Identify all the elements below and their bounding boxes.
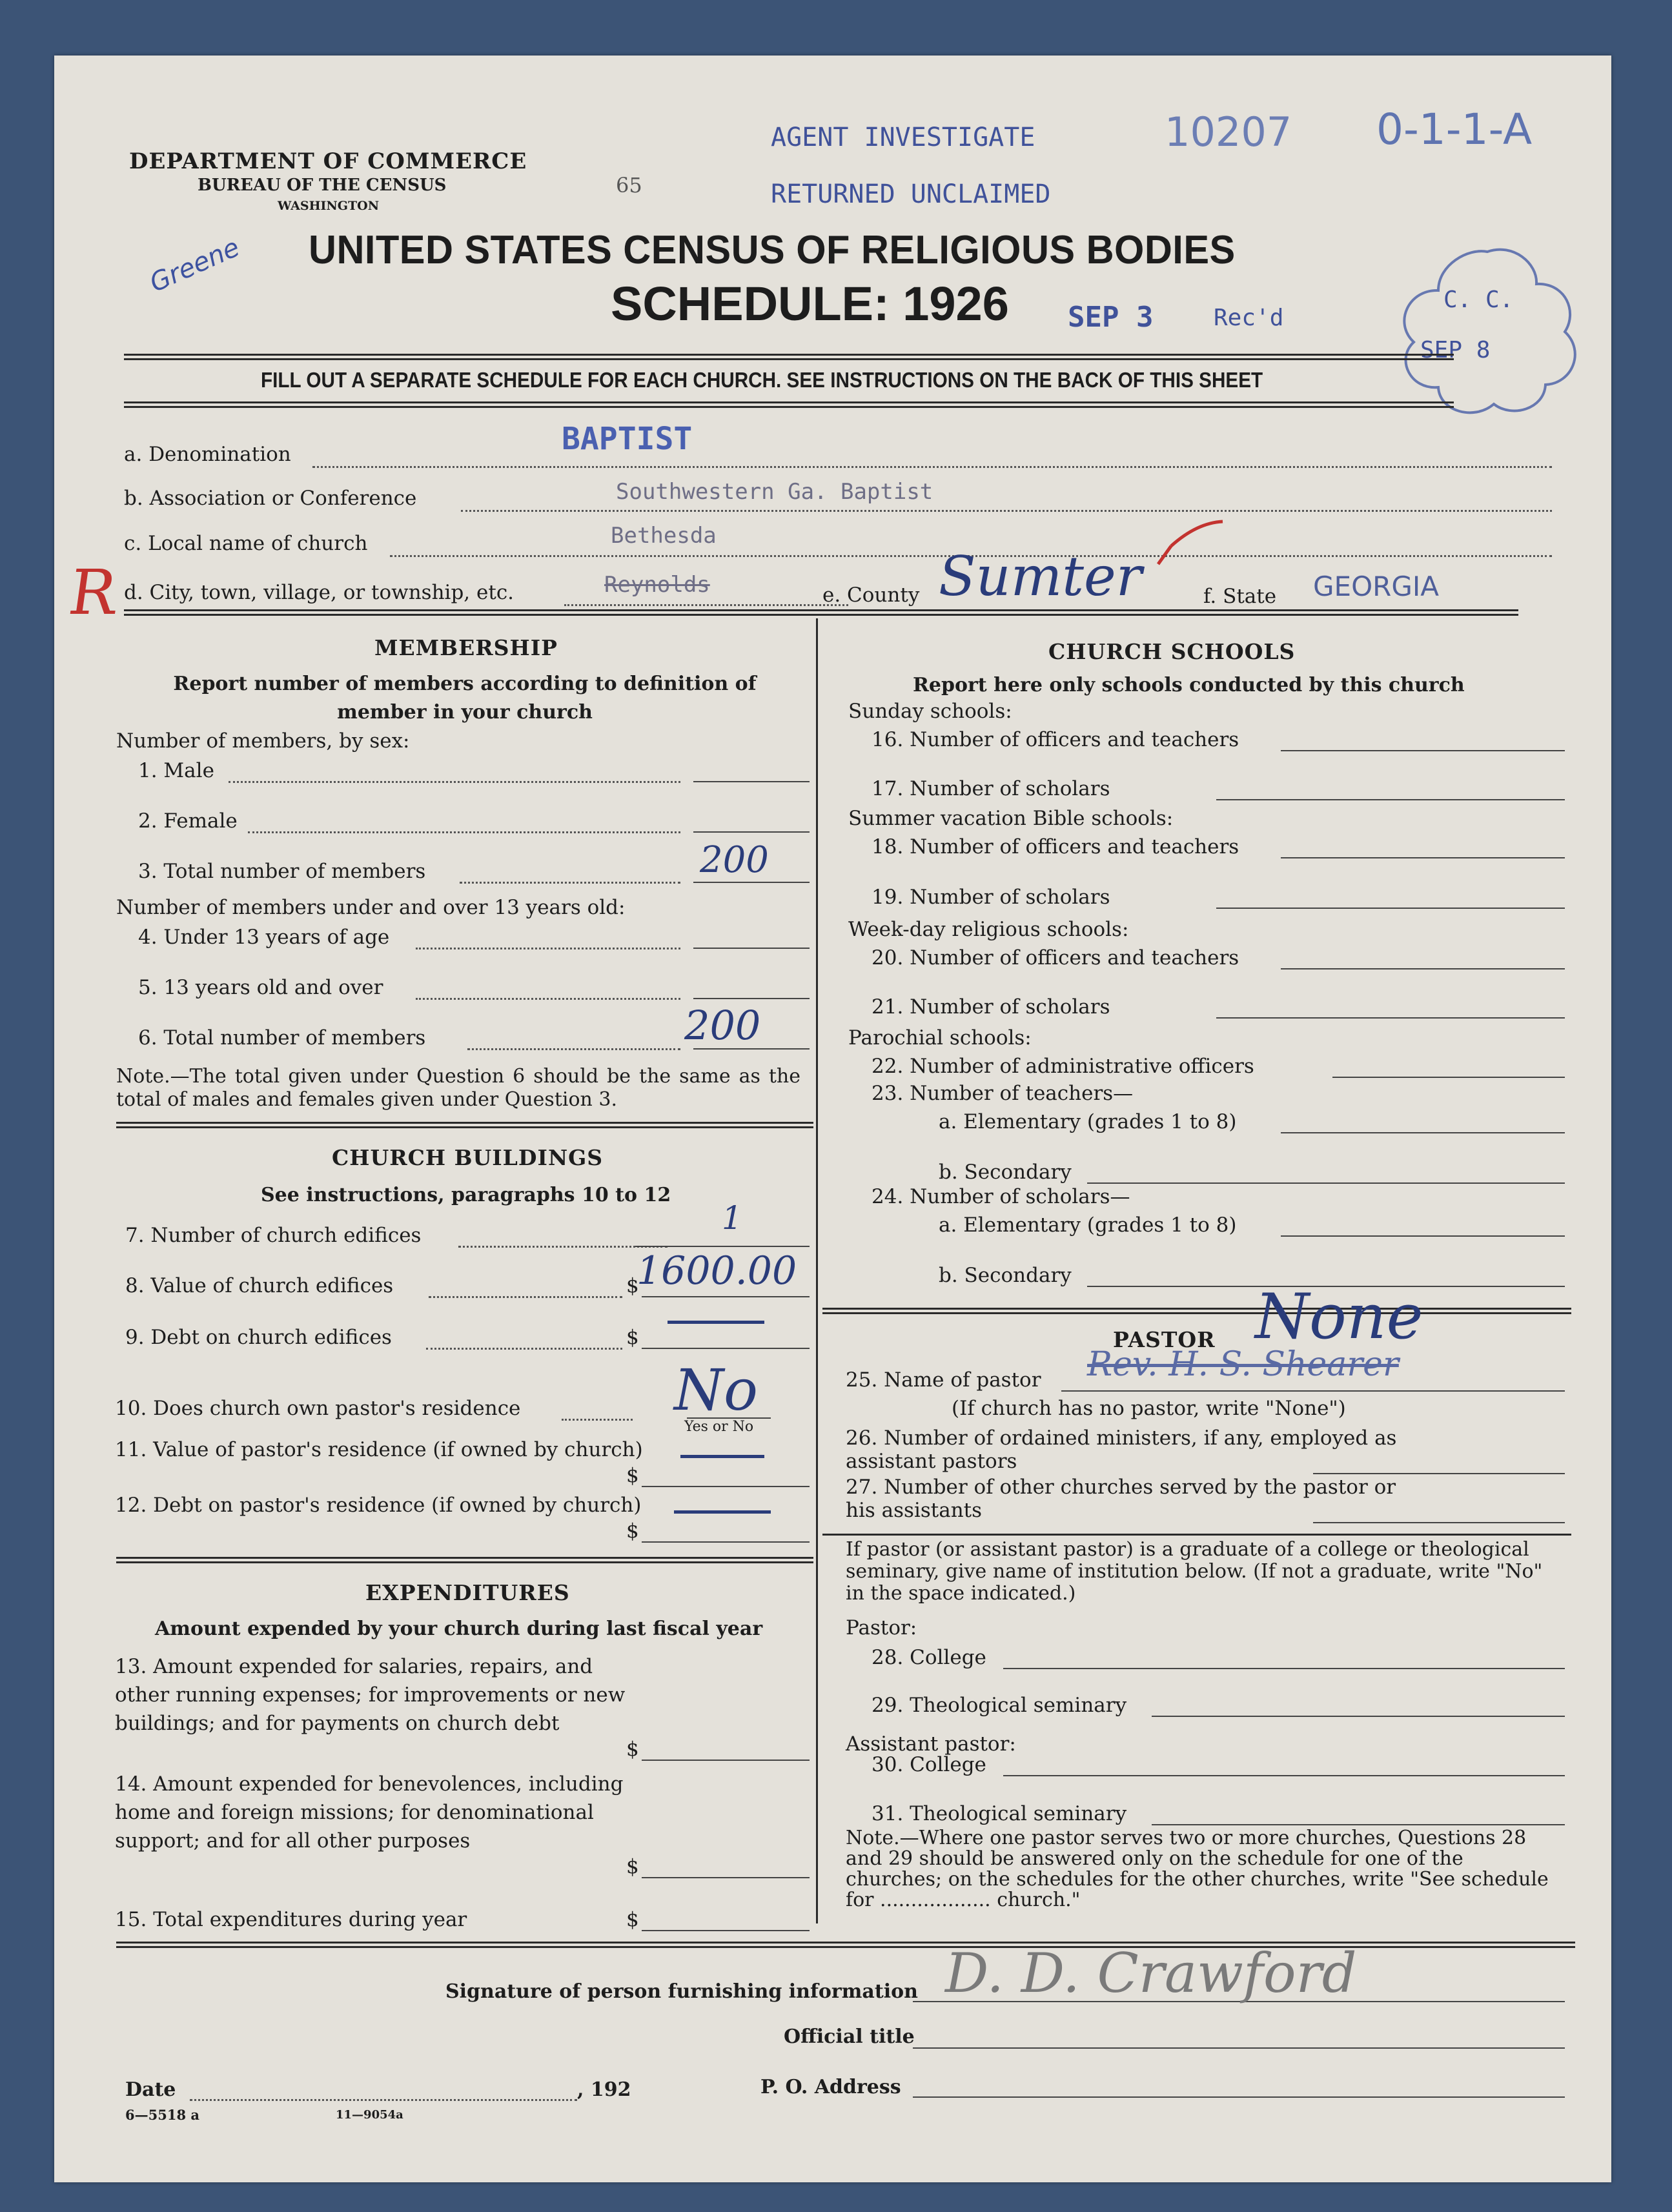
q14-dollar: $ [626,1855,639,1878]
assistant-ministers-field[interactable] [1313,1473,1565,1474]
q1-label: 1. Male [138,759,214,782]
county-value: Sumter [939,545,1142,608]
q10-label: 10. Does church own pastor's residence [115,1397,521,1420]
instruction-banner: FILL OUT A SEPARATE SCHEDULE FOR EACH CHURCH. SEE INSTRUCTIONS ON THE BACK OF THIS SHEET [261,368,1263,392]
q6-label: 6. Total number of members [138,1026,426,1050]
assistant-seminary-field[interactable] [1152,1824,1565,1825]
schedule-number: 10207 [1165,108,1292,156]
signature-value: D. D. Crawford [945,1942,1357,2005]
city-line [564,604,848,606]
sep3-stamp: SEP 3 [1068,301,1154,334]
q25-note: (If church has no pastor, write "None") [952,1397,1346,1420]
date-field[interactable] [190,2099,577,2101]
membership-subtitle: Report number of members according to definition of member in your church [173,673,757,724]
q3-label: 3. Total number of members [138,860,426,883]
yes-no-caption: Yes or No [684,1419,754,1435]
city-label: d. City, town, village, or township, etc. [124,581,515,604]
value-residence-field[interactable] [642,1486,810,1487]
parochial-label: Parochial schools: [848,1026,1032,1050]
q12-label: 12. Debt on pastor's residence (if owned by church) [115,1494,642,1517]
county-label: e. County [822,583,920,607]
q9-dash [668,1321,764,1324]
q11-label: 11. Value of pastor's residence (if owned by church) [115,1438,643,1461]
elementary-teachers-field[interactable] [1281,1132,1565,1133]
summer-label: Summer vacation Bible schools: [848,807,1174,830]
bureau-heading: BUREAU OF THE CENSUS [198,176,447,195]
q7-value: 1 [722,1199,742,1237]
divider [822,1534,1571,1536]
buildings-subtitle: See instructions, paragraphs 10 to 12 [261,1184,671,1206]
agent-stamp: AGENT INVESTIGATE [771,123,1035,152]
q2-label: 2. Female [138,809,238,833]
cc-stamp: C. C. [1443,287,1514,313]
q8-leader [429,1296,622,1298]
pastor-title: PASTOR [1113,1327,1216,1352]
under-over-label: Number of members under and over 13 years old: [116,896,626,919]
denomination-value: BAPTIST [562,421,693,457]
q4-leader [416,948,680,949]
q3-value: 200 [700,839,769,881]
association-label: b. Association or Conference [124,487,417,510]
schedule-title: SCHEDULE: 1926 [611,277,1009,330]
city-value: Reynolds [604,572,710,598]
q15-dollar: $ [626,1908,639,1931]
running-expenses-field[interactable] [642,1760,810,1761]
pastor-struck-name: Rev. H. S. Shearer [1087,1345,1399,1384]
greene-annotation: Greene [145,232,244,298]
q15-label: 15. Total expenditures during year [115,1908,467,1931]
official-title-field[interactable] [913,2047,1565,2049]
expenditures-title: EXPENDITURES [365,1580,570,1605]
divider [124,401,1454,408]
pastor-education-label: Pastor: [846,1616,917,1639]
q16-label: 16. Number of officers and teachers [872,728,1239,751]
total-expenditures-field[interactable] [642,1930,810,1931]
church-name-value: Bethesda [611,523,717,549]
q24a-label: a. Elementary (grades 1 to 8) [939,1213,1237,1237]
q12-dash [674,1510,771,1514]
value-edifices-field[interactable] [642,1296,810,1297]
pastor-name-field[interactable] [1061,1390,1565,1392]
q21-label: 21. Number of scholars [872,995,1110,1019]
state-label: f. State [1203,585,1277,608]
q31-label: 31. Theological seminary [872,1802,1127,1825]
church-name-label: c. Local name of church [124,532,368,555]
q23-label: 23. Number of teachers— [872,1082,1134,1105]
q17-label: 17. Number of scholars [872,777,1110,800]
divider [822,1308,1571,1314]
pastor-none-value: None [1255,1281,1423,1353]
divider [116,1122,813,1128]
q3-leader [460,882,680,884]
q20-label: 20. Number of officers and teachers [872,946,1239,969]
debt-residence-field[interactable] [642,1541,810,1543]
received-stamp-seal [1384,238,1591,425]
association-line [461,510,1552,512]
date-label: Date [125,2078,176,2101]
q18-label: 18. Number of officers and teachers [872,835,1239,858]
q22-label: 22. Number of administrative officers [872,1055,1254,1078]
benevolences-field[interactable] [642,1877,810,1878]
q30-label: 30. College [872,1753,986,1776]
form-number: 6—5518 a [125,2107,199,2123]
q24-label: 24. Number of scholars— [872,1185,1130,1208]
q7-label: 7. Number of church edifices [125,1224,422,1247]
q11-dash [680,1455,764,1458]
q29-label: 29. Theological seminary [872,1694,1127,1717]
official-title-label: Official title [784,2025,915,2048]
over13-field[interactable] [693,998,810,999]
edifices-field[interactable] [635,1246,810,1247]
debt-edifices-field[interactable] [642,1348,810,1349]
membership-title: MEMBERSHIP [374,635,558,660]
q10-value: No [674,1357,758,1423]
membership-note: Note.—The total given under Question 6 should be the same as the total of males and females given under Question 3. [116,1065,800,1111]
female-field[interactable] [693,831,810,833]
po-address-field[interactable] [913,2096,1565,2098]
column-divider [816,618,818,1923]
weekday-teachers-field[interactable] [1281,968,1565,969]
elementary-scholars-field[interactable] [1281,1235,1565,1237]
signature-label: Signature of person furnishing information [445,1980,918,2003]
divider [124,609,1518,616]
expenditures-subtitle: Amount expended by your church during last fiscal year [155,1618,763,1640]
q10-leader [562,1419,633,1421]
q1-leader [229,781,680,783]
q28-label: 28. College [872,1646,986,1669]
form-title: UNITED STATES CENSUS OF RELIGIOUS BODIES [309,228,1236,272]
assistant-college-field[interactable] [1003,1775,1565,1776]
q2-leader [248,831,680,833]
buildings-title: CHURCH BUILDINGS [332,1145,604,1170]
q8-value: 1600.00 [637,1248,797,1294]
by-sex-label: Number of members, by sex: [116,729,410,753]
city-heading: WASHINGTON [278,199,380,213]
weekday-label: Week-day religious schools: [848,918,1129,941]
assistant-education-label: Assistant pastor: [846,1732,1016,1756]
r-mark: R [65,556,122,629]
sunday-scholars-field[interactable] [1216,799,1565,800]
q8-label: 8. Value of church edifices [125,1274,394,1297]
schools-subtitle: Report here only schools conducted by this church [913,674,1465,696]
file-code: 0-1-1-A [1376,105,1533,154]
census-form-sheet [54,56,1611,2182]
po-address-label: P. O. Address [760,2076,901,2098]
male-field[interactable] [693,781,810,782]
q14-label: 14. Amount expended for benevolences, including home and foreign missions; for denominational support; and for all other purposes [115,1772,624,1852]
other-churches-field[interactable] [1313,1522,1565,1523]
q13-dollar: $ [626,1738,639,1761]
weekday-scholars-field[interactable] [1216,1017,1565,1019]
date-year: , 192 [577,2078,631,2101]
returned-stamp: RETURNED UNCLAIMED [771,179,1051,209]
q23a-label: a. Elementary (grades 1 to 8) [939,1110,1237,1133]
recd-stamp: Rec'd [1214,305,1284,331]
sunday-teachers-field[interactable] [1281,750,1565,751]
q9-leader [426,1348,622,1350]
q8-dollar: $ [626,1274,639,1297]
q9-dollar: $ [626,1326,639,1349]
q12-dollar: $ [626,1519,639,1543]
total-members-field[interactable] [693,882,810,883]
q6-leader [467,1048,680,1050]
sep8-stamp: SEP 8 [1420,337,1491,363]
graduate-instruction: If pastor (or assistant pastor) is a graduate of a college or theological seminary, give name of institution below. (If not a graduate, write "No" in the space indicated.) [846,1538,1543,1605]
pastor-note: Note.—Where one pastor serves two or more churches, Questions 28 and 29 should be answered only on the schedule for one of the churches; on the schedules for the other churches, write "See schedule for .................. church." [846,1827,1549,1911]
q23b-label: b. Secondary [939,1161,1072,1184]
q27-label: 27. Number of other churches served by the pastor or his assistants [846,1476,1396,1522]
red-check-mark [1152,516,1229,574]
q13-label: 13. Amount expended for salaries, repairs, and other running expenses; for improvements or new buildings; and for payments on church debt [115,1655,626,1735]
q19-label: 19. Number of scholars [872,886,1110,909]
q25-label: 25. Name of pastor [846,1368,1041,1392]
admin-officers-field[interactable] [1332,1077,1565,1078]
summer-teachers-field[interactable] [1281,857,1565,858]
denomination-line [312,466,1552,468]
q6-value: 200 [684,1002,761,1049]
q4-label: 4. Under 13 years of age [138,926,390,949]
q26-label: 26. Number of ordained ministers, if any, employed as assistant pastors [846,1426,1397,1473]
pastor-college-field[interactable] [1003,1668,1565,1669]
form-code: 65 [616,173,642,198]
denomination-label: a. Denomination [124,443,291,466]
q5-label: 5. 13 years old and over [138,976,383,999]
summer-scholars-field[interactable] [1216,908,1565,909]
q9-label: 9. Debt on church edifices [125,1326,392,1349]
q11-dollar: $ [626,1464,639,1487]
state-value: GEORGIA [1313,571,1439,602]
q24b-label: b. Secondary [939,1264,1072,1287]
print-number: 11—9054a [336,2108,403,2122]
sunday-label: Sunday schools: [848,700,1012,723]
pastor-seminary-field[interactable] [1152,1716,1565,1717]
divider [124,354,1454,360]
department-heading: DEPARTMENT OF COMMERCE [129,148,527,174]
divider [116,1557,813,1563]
under13-field[interactable] [693,948,810,949]
schools-title: CHURCH SCHOOLS [1048,639,1296,664]
q5-leader [416,998,680,1000]
secondary-teachers-field[interactable] [1087,1182,1565,1184]
association-value: Southwestern Ga. Baptist [616,479,933,505]
